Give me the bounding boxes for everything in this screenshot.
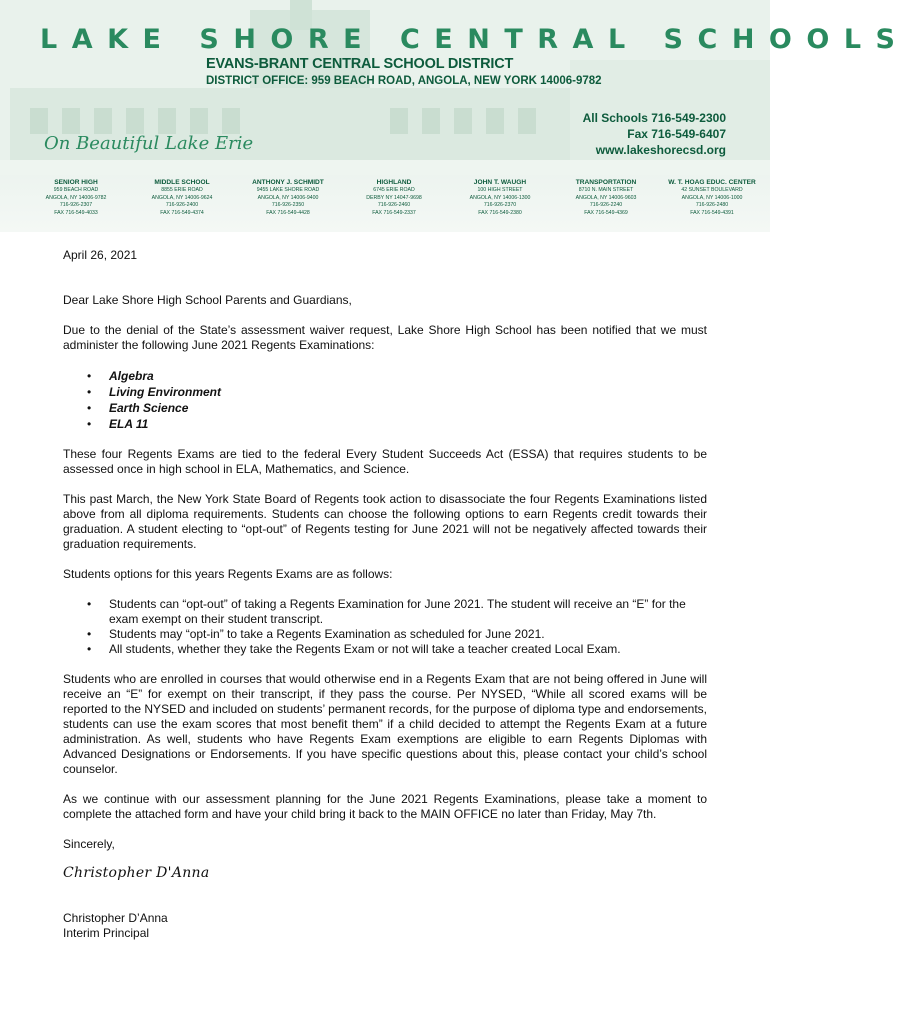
district-contact (583, 110, 726, 158)
school-phone: 716-926-2350 (271, 202, 305, 208)
school-fax: FAX 716-549-4033 (54, 209, 98, 216)
option-item: • Students can “opt-out” of taking a Regents Examination for June 2021. The student will receive an “E” for the exam exempt on their student transcript. (109, 597, 707, 627)
school-entry (342, 178, 446, 217)
letterhead (0, 0, 909, 232)
school-name: TRANSPORTATION (575, 179, 637, 186)
school-city: ANGOLA, NY 14006-9624 (151, 194, 213, 201)
school-address: 42 SUNSET BOULEVARD (681, 187, 743, 193)
school-address: 9455 LAKE SHORE ROAD (256, 187, 320, 193)
school-fax: FAX 716-549-4391 (690, 209, 734, 216)
school-entry (660, 178, 764, 217)
sub-district-name: EVANS-BRANT CENTRAL SCHOOL DISTRICT (206, 56, 514, 72)
exam-item: • Earth Science (109, 400, 707, 416)
school-city: ANGOLA, NY 14006-9603 (575, 194, 637, 201)
fax-number: Fax 716-549-6407 (627, 127, 726, 141)
district-office-address: DISTRICT OFFICE: 959 BEACH ROAD, ANGOLA, NEW YORK 14006-9782 (206, 75, 602, 87)
school-fax: FAX 716-549-4369 (584, 209, 628, 216)
school-name: W. T. HOAG EDUC. CENTER (668, 179, 756, 186)
board-of-regents-paragraph: This past March, the New York State Board of Regents took action to disassociate the four Regents Examinations listed above from all diploma requirements. Students can choose the following options to earn Regents credit towards their graduation. A student electing to “opt-out” of Regents testing for June 2021 will not be negatively affected towards their graduation requirements. (63, 492, 707, 551)
school-phone: 716-926-2307 (59, 202, 93, 208)
school-city: ANGOLA, NY 14006-1000 (681, 194, 743, 201)
phone-number: All Schools 716-549-2300 (582, 111, 726, 125)
school-fax: FAX 716-549-4374 (160, 209, 204, 216)
signer-title: Interim Principal (63, 926, 150, 940)
exam-item: • ELA 11 (109, 416, 707, 432)
school-entry (130, 178, 234, 217)
options-list (63, 597, 707, 657)
school-entry (236, 178, 340, 217)
exam-list (63, 368, 707, 432)
school-entry (554, 178, 658, 217)
school-phone: 716-926-2240 (589, 202, 623, 208)
signer-name: Christopher D’Anna (63, 911, 168, 925)
letter-date: April 26, 2021 (63, 248, 138, 262)
website: www.lakeshorecsd.org (595, 143, 726, 157)
exemption-paragraph: Students who are enrolled in courses that would otherwise end in a Regents Exam that are not being offered in June will receive an “E” for exempt on their transcript, if they pass the course. Per NYSED, “While all scored exams will be reported to the NYSED and included on students’ permanent records, for the purpose of diploma type and endorsements, students can use the exam scores that most benefit them” if a child decided to attempt the Regents Exam at a future administration. As well, students who have Regents Exam exemptions are eligible to earn Regents Diplomas with Advanced Designations or Endorsements. If you have specific questions about this, please contact your child’s school counselor. (63, 672, 707, 776)
school-address: 100 HIGH STREET (477, 187, 523, 193)
school-phone: 716-926-2400 (165, 202, 199, 208)
option-item: • Students may “opt-in” to take a Regents Examination as scheduled for June 2021. (109, 627, 707, 642)
school-city: DERBY NY 14047-9698 (366, 194, 422, 201)
salutation: Dear Lake Shore High School Parents and Guardians, (63, 293, 352, 307)
school-city: ANGOLA, NY 14006-1300 (469, 194, 531, 201)
option-item: • All students, whether they take the Regents Exam or not will take a teacher created Local Exam. (109, 642, 707, 657)
school-entry (448, 178, 552, 217)
school-phone: 716-926-2460 (377, 202, 411, 208)
exam-item: • Living Environment (109, 384, 707, 400)
school-name: SENIOR HIGH (54, 179, 98, 186)
school-fax: FAX 716-549-2337 (372, 209, 416, 216)
letter-body (63, 248, 707, 941)
school-name: MIDDLE SCHOOL (154, 179, 210, 186)
planning-paragraph: As we continue with our assessment planning for the June 2021 Regents Examinations, please take a moment to complete the attached form and have your child bring it back to the MAIN OFFICE no later than Friday, May 7th. (63, 792, 707, 821)
district-name: LAKE SHORE CENTRAL SCHOOLS (40, 24, 909, 55)
school-city: ANGOLA, NY 14006-9400 (257, 194, 319, 201)
school-address: 8855 ERIE ROAD (161, 187, 203, 193)
exam-item: • Algebra (109, 368, 707, 384)
school-city: ANGOLA, NY 14006-9782 (45, 194, 107, 201)
school-name: JOHN T. WAUGH (473, 179, 527, 186)
school-address: 8710 N. MAIN STREET (578, 187, 634, 193)
school-fax: FAX 716-549-4428 (266, 209, 310, 216)
school-name: ANTHONY J. SCHMIDT (252, 179, 324, 186)
intro-paragraph: Due to the denial of the State’s assessment waiver request, Lake Shore High School has been notified that we must administer the following June 2021 Regents Examinations: (63, 323, 707, 352)
school-name: HIGHLAND (376, 179, 412, 186)
options-intro: Students options for this years Regents Exams are as follows: (63, 567, 393, 581)
handwritten-signature: Christopher D'Anna (63, 865, 210, 881)
school-entry (24, 178, 128, 217)
school-phone: 716-926-2480 (695, 202, 729, 208)
essa-paragraph: These four Regents Exams are tied to the federal Every Student Succeeds Act (ESSA) that requires students to be assessed once in high school in ELA, Mathematics, and Science. (63, 447, 707, 476)
school-directory (24, 178, 764, 217)
school-phone: 716-926-2370 (483, 202, 517, 208)
school-address: 959 BEACH ROAD (53, 187, 99, 193)
closing: Sincerely, (63, 837, 115, 851)
tagline: On Beautiful Lake Erie (44, 133, 254, 154)
school-fax: FAX 716-549-2380 (478, 209, 522, 216)
school-address: 6745 ERIE ROAD (373, 187, 415, 193)
